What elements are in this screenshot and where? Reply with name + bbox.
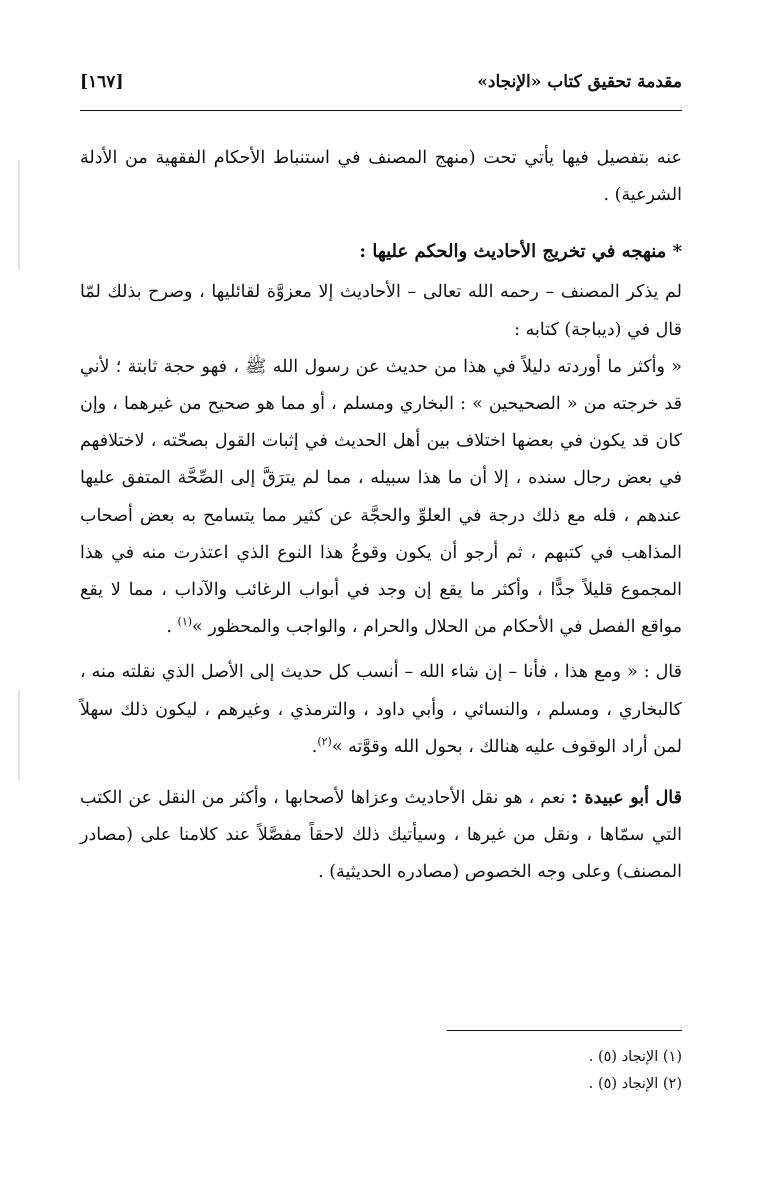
quote-1-text: « وأكثر ما أوردته دليلاً في هذا من حديث عن رسول الله ﷺ ، فهو حجة ثابتة ؛ لأني قد خرجته من « الصحيحين » : البخاري ومسلم ، أو مما هو صحيح من غيرهما ، وإن كان قد يكون في بعضها اختلاف بين أهل الحديث في إثبات القول بصحّته ، لاختلافهم في بعض رجال سنده ، إلا أن ما هذا سبيله ، مما لم يترَقَّ إلى الصِّحَّة المتفق عليها عندهم ، فله مع ذلك درجة في العلوِّ والحجَّة عن كثير مما يتسامح به بعض أصحاب المذاهب في كتبهم ، ثم أرجو أن يكون وقوعُ هذا النوع الذي اعتذرت منه في هذا المجموع قليلاً جدًّا ، وأكثر ما يقع إن وجد في أبواب الرغائب والآداب ، مما لا يقع مواقع الفصل في الأحكام من الحلال والحرام ، والواجب والمحظور » [80, 356, 682, 638]
footnotes [80, 1044, 682, 1098]
quote-1-end: . [166, 617, 178, 638]
section-heading: * منهجه في تخريج الأحاديث والحكم عليها : [359, 241, 682, 263]
scan-margin-shadow-lower [18, 690, 20, 780]
page-header [80, 66, 682, 111]
quote-2-text: قال : « ومع هذا ، فأنا – إن شاء الله – أنسب كل حديث إلى الأصل الذي نقلته منه ، كالبخاري ، ومسلم ، والنسائي ، وأبي داود ، والترمذي ، وغيرهم ، ليكون ذلك سهلاً لمن أراد الوقوف عليه هنالك ، بحول الله وقوَّته » [80, 662, 682, 757]
footnote-ref-1: (١) [177, 615, 193, 629]
page-number: [١٦٧] [80, 72, 124, 92]
author-quote-2 [80, 654, 682, 766]
quote-2-end: . [311, 736, 318, 757]
scan-margin-shadow [18, 160, 20, 270]
footnote-ref-2: (٢) [317, 735, 332, 749]
footnote-2: (٢) الإنجاد (٥) . [588, 1076, 682, 1092]
running-title: مقدمة تحقيق كتاب «الإنجاد» [477, 72, 682, 92]
editor-comment-text: نعم ، هو نقل الأحاديث وعزاها لأصحابها ، وأكثر من النقل عن الكتب التي سمّاها ، ونقل من غيرها ، وسيأتيك ذلك لاحقاً مفصَّلاً عند كلامنا على (مصادر المصنف) وعلى وجه الخصوص (مصادره الحديثية) . [80, 788, 682, 883]
footnote-divider [447, 1030, 682, 1031]
footnote-1: (١) الإنجاد (٥) . [588, 1049, 682, 1065]
editor-name-lead: قال أبو عبيدة : [571, 788, 682, 809]
intro-paragraph: عنه بتفصيل فيها يأتي تحت (منهج المصنف في استنباط الأحكام الفقهية من الأدلة الشرعية) . [80, 148, 682, 206]
method-paragraph: لم يذكر المصنف – رحمه الله تعالى – الأحاديث إلا معزوَّة لقائليها ، وصرح بذلك لمّا قال في (ديباجة) كتابه : [80, 282, 682, 340]
author-quote-1 [80, 349, 682, 647]
page-body [80, 140, 682, 892]
editor-comment-paragraph [80, 780, 682, 892]
